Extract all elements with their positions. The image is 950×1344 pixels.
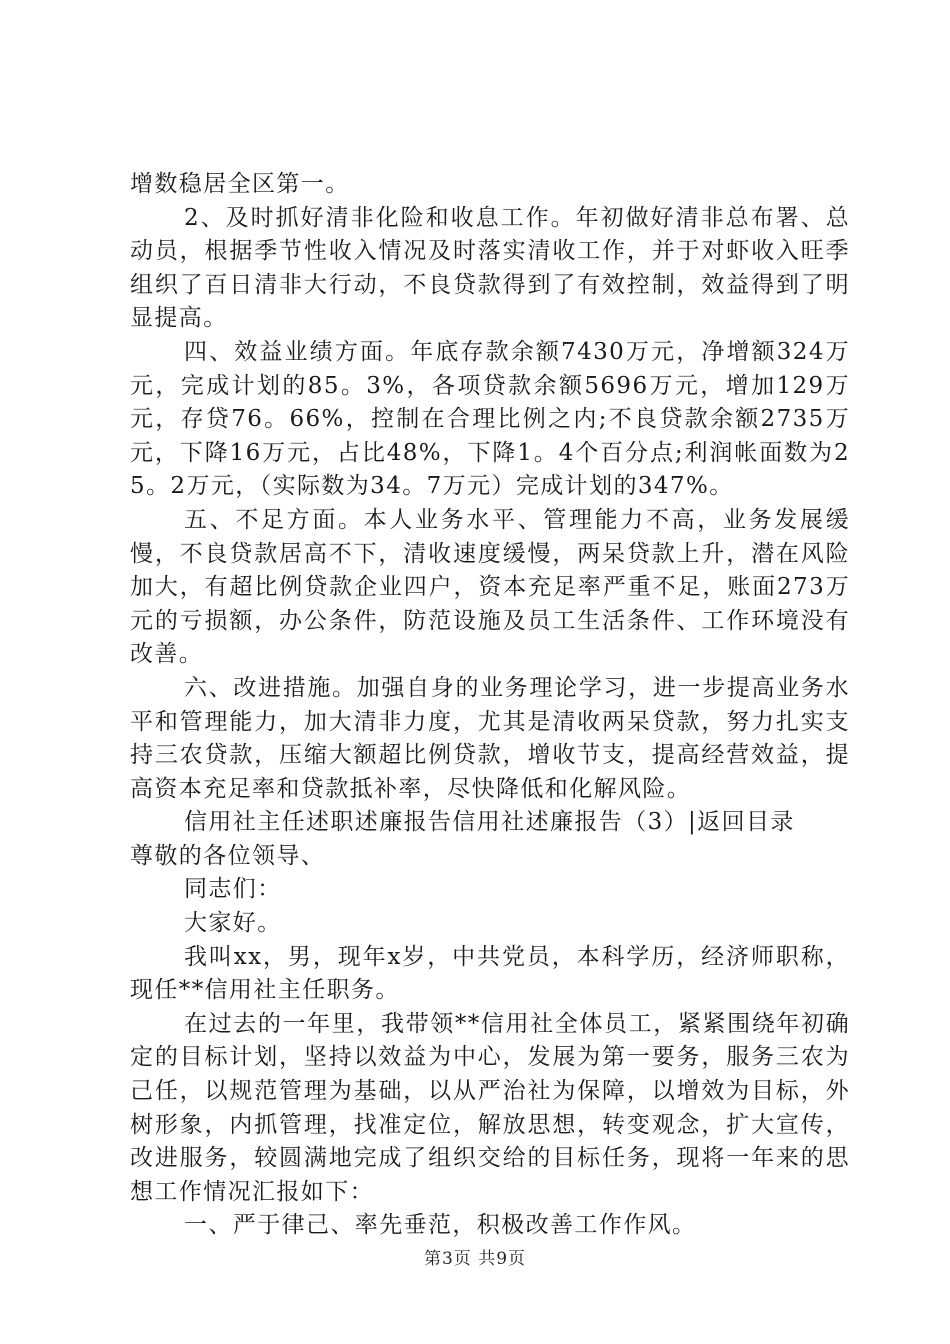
greeting: 大家好。 bbox=[184, 910, 282, 937]
paragraph: 六、改进措施。加强自身的业务理论学习，进一步提高业务水平和管理能力，加大清非力度，尤其是清收两呆贷款，努力扎实支持三农贷款，压缩大额超比例贷款，增收节支，提高经营效益，提高资本充足率和贷款抵补率，尽快降低和化解风险。 bbox=[130, 674, 850, 802]
paragraph: 四、效益业绩方面。年底存款余额7430万元，净增额324万元，完成计划的85。3%，各项贷款余额5696万元，增加129万元，存贷76。66%，控制在合理比例之内;不良贷款余额2735万元，下降16万元，占比48%，下降1。4个百分点;利润帐面数为25。2万元，（实际数为34。7万元）完成计划的347%。 bbox=[130, 338, 850, 500]
paragraph: 2、及时抓好清非化险和收息工作。年初做好清非总布署、总动员，根据季节性收入情况及时落实清收工作，并于对虾收入旺季组织了百日清非大行动，不良贷款得到了有效控制，效益得到了明显提高。 bbox=[130, 204, 850, 332]
salutation: 尊敬的各位领导、 bbox=[130, 842, 326, 869]
salutation: 同志们： bbox=[184, 876, 282, 903]
page-footer: 第3页 共9页 bbox=[423, 1249, 527, 1269]
section-heading-link: 信用社主任述职述廉报告信用社述廉报告（3）|返回目录 bbox=[184, 809, 795, 836]
paragraph: 五、不足方面。本人业务水平、管理能力不高，业务发展缓慢，不良贷款居高不下，清收速度缓慢，两呆贷款上升，潜在风险加大，有超比例贷款企业四户，资本充足率严重不足，账面273万元的亏损额，办公条件，防范设施及员工生活条件、工作环境没有改善。 bbox=[130, 506, 850, 668]
document-body bbox=[130, 168, 850, 1243]
paragraph: 增数稳居全区第一。 bbox=[130, 171, 350, 197]
paragraph: 一、严于律己、率先垂范，积极改善工作作风。 bbox=[184, 1212, 697, 1239]
paragraph: 在过去的一年里，我带领**信用社全体员工，紧紧围绕年初确定的目标计划，坚持以效益为中心，发展为第一要务，服务三农为己任，以规范管理为基础，以从严治社为保障，以增效为目标，外树形象，内抓管理，找准定位，解放思想，转变观念，扩大宣传，改进服务，较圆满地完成了组织交给的目标任务，现将一年来的思想工作情况汇报如下： bbox=[130, 1010, 850, 1205]
paragraph: 我叫xx，男，现年x岁，中共党员，本科学历，经济师职称，现任**信用社主任职务。 bbox=[130, 943, 850, 1004]
